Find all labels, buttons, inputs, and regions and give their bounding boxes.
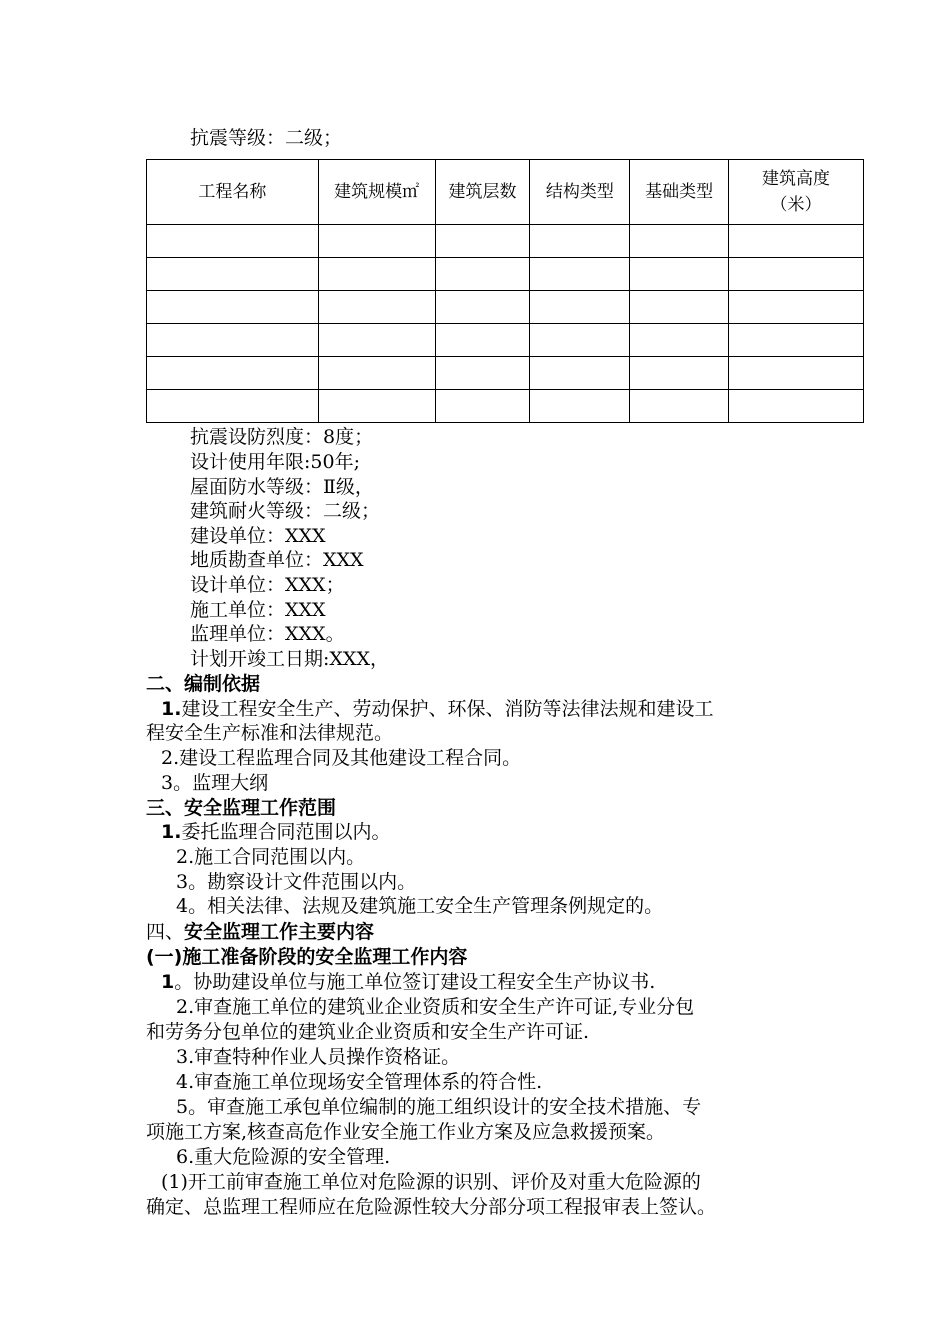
info-owner: 建设单位：XXX bbox=[190, 525, 326, 547]
table-cell bbox=[147, 357, 319, 390]
section-4-sub-heading: (一)施工准备阶段的安全监理工作内容 bbox=[146, 946, 468, 968]
section-4-title: 安全监理工作主要内容 bbox=[184, 921, 375, 943]
table-header-row bbox=[147, 160, 864, 225]
table-row bbox=[147, 324, 864, 357]
table-cell bbox=[729, 324, 864, 357]
sec2-item1-line2: 程安全生产标准和法律规范。 bbox=[146, 722, 394, 744]
header-height-label: 建筑高度 bbox=[762, 169, 831, 189]
sec3-item1-text: 委托监理合同范围以内。 bbox=[181, 821, 391, 843]
table-cell bbox=[435, 291, 530, 324]
sec4-item6-1-line2: 确定、总监理工程师应在危险源性较大分部分项工程报审表上签认。 bbox=[146, 1196, 717, 1218]
header-building-height bbox=[729, 160, 864, 225]
table-row bbox=[147, 357, 864, 390]
table-cell bbox=[630, 225, 729, 258]
info-design-life: 设计使用年限:50年; bbox=[190, 451, 360, 473]
table-cell bbox=[530, 225, 630, 258]
table-cell bbox=[630, 357, 729, 390]
sec2-item2: 2.建设工程监理合同及其他建设工程合同。 bbox=[161, 747, 522, 769]
table-cell bbox=[729, 390, 864, 423]
table-cell bbox=[729, 291, 864, 324]
sec3-item4: 4。相关法律、法规及建筑施工安全生产管理条例规定的。 bbox=[176, 895, 664, 917]
table-cell bbox=[435, 225, 530, 258]
header-floors: 建筑层数 bbox=[435, 160, 530, 225]
table-cell bbox=[435, 324, 530, 357]
sec4-item1-number: 1 bbox=[161, 971, 175, 993]
sec3-item3: 3。勘察设计文件范围以内。 bbox=[176, 871, 417, 893]
table-cell bbox=[729, 357, 864, 390]
table-cell bbox=[530, 357, 630, 390]
table-cell bbox=[530, 324, 630, 357]
table-row bbox=[147, 390, 864, 423]
table-cell bbox=[147, 291, 319, 324]
sec2-item3: 3。监理大纲 bbox=[161, 772, 269, 794]
header-structure-type: 结构类型 bbox=[530, 160, 630, 225]
table-cell bbox=[147, 390, 319, 423]
info-geo-survey: 地质勘查单位：XXX bbox=[190, 549, 364, 571]
sec4-item5-line1: 5。审查施工承包单位编制的施工组织设计的安全技术措施、专 bbox=[176, 1096, 702, 1118]
table-cell bbox=[630, 390, 729, 423]
info-fire-resistance: 建筑耐火等级：二级； bbox=[190, 500, 381, 522]
table-cell bbox=[318, 291, 435, 324]
header-building-scale: 建筑规模㎡ bbox=[318, 160, 435, 225]
table-cell bbox=[729, 258, 864, 291]
table-cell bbox=[530, 390, 630, 423]
table-cell bbox=[435, 357, 530, 390]
sec3-item1 bbox=[161, 820, 390, 844]
info-seismic-intensity: 抗震设防烈度：8度； bbox=[190, 426, 374, 448]
table-cell bbox=[147, 324, 319, 357]
sec2-item1-text: 建设工程安全生产、劳动保护、环保、消防等法律法规和建设工 bbox=[181, 698, 714, 720]
sec3-item2: 2.施工合同范围以内。 bbox=[176, 846, 366, 868]
sec4-item1-text: 。协助建设单位与施工单位签订建设工程安全生产协议书. bbox=[174, 971, 656, 993]
sec2-item1-line1 bbox=[161, 697, 713, 721]
table-cell bbox=[630, 291, 729, 324]
header-foundation-type: 基础类型 bbox=[630, 160, 729, 225]
section-4-heading bbox=[146, 920, 374, 944]
table-cell bbox=[318, 225, 435, 258]
sec3-item1-number: 1. bbox=[161, 821, 182, 843]
sec4-item5-line2: 项施工方案,核查高危作业安全施工作业方案及应急救援预案。 bbox=[146, 1121, 666, 1143]
sec2-item1-number: 1. bbox=[161, 698, 182, 720]
table-cell bbox=[147, 225, 319, 258]
table-cell bbox=[318, 324, 435, 357]
sec4-item2-line1: 2.审查施工单位的建筑业企业资质和安全生产许可证,专业分包 bbox=[176, 996, 695, 1018]
table-row bbox=[147, 258, 864, 291]
table-cell bbox=[147, 258, 319, 291]
table-row bbox=[147, 291, 864, 324]
table-row bbox=[147, 225, 864, 258]
sec4-item1 bbox=[161, 970, 655, 994]
table-cell bbox=[435, 258, 530, 291]
info-schedule: 计划开竣工日期:XXX， bbox=[190, 648, 389, 670]
table-cell bbox=[318, 258, 435, 291]
table-cell bbox=[530, 258, 630, 291]
info-supervisor: 监理单位：XXX。 bbox=[190, 623, 345, 645]
section-3-heading: 三、安全监理工作范围 bbox=[146, 797, 337, 819]
info-contractor: 施工单位：XXX bbox=[190, 599, 326, 621]
sec4-item6-1-line1: (1)开工前审查施工单位对危险源的识别、评价及对重大危险源的 bbox=[161, 1171, 701, 1193]
table-cell bbox=[530, 291, 630, 324]
sec4-item3: 3.审查特种作业人员操作资格证。 bbox=[176, 1046, 461, 1068]
header-height-unit: （米） bbox=[770, 195, 822, 215]
table-cell bbox=[630, 324, 729, 357]
sec4-item6: 6.重大危险源的安全管理. bbox=[176, 1146, 391, 1168]
table-cell bbox=[729, 225, 864, 258]
table-cell bbox=[318, 357, 435, 390]
project-info-table bbox=[146, 159, 864, 423]
sec4-item2-line2: 和劳务分包单位的建筑业企业资质和安全生产许可证. bbox=[146, 1021, 590, 1043]
seismic-grade-line: 抗震等级：二级； bbox=[190, 127, 343, 149]
table-cell bbox=[435, 390, 530, 423]
sec4-item4: 4.审查施工单位现场安全管理体系的符合性. bbox=[176, 1071, 543, 1093]
table-cell bbox=[630, 258, 729, 291]
section-4-prefix: 四、 bbox=[146, 921, 185, 943]
info-roof-waterproof: 屋面防水等级：Ⅱ级， bbox=[190, 476, 374, 498]
table-cell bbox=[318, 390, 435, 423]
section-2-heading: 二、编制依据 bbox=[146, 673, 261, 695]
info-designer: 设计单位：XXX； bbox=[190, 574, 345, 596]
header-project-name: 工程名称 bbox=[147, 160, 319, 225]
